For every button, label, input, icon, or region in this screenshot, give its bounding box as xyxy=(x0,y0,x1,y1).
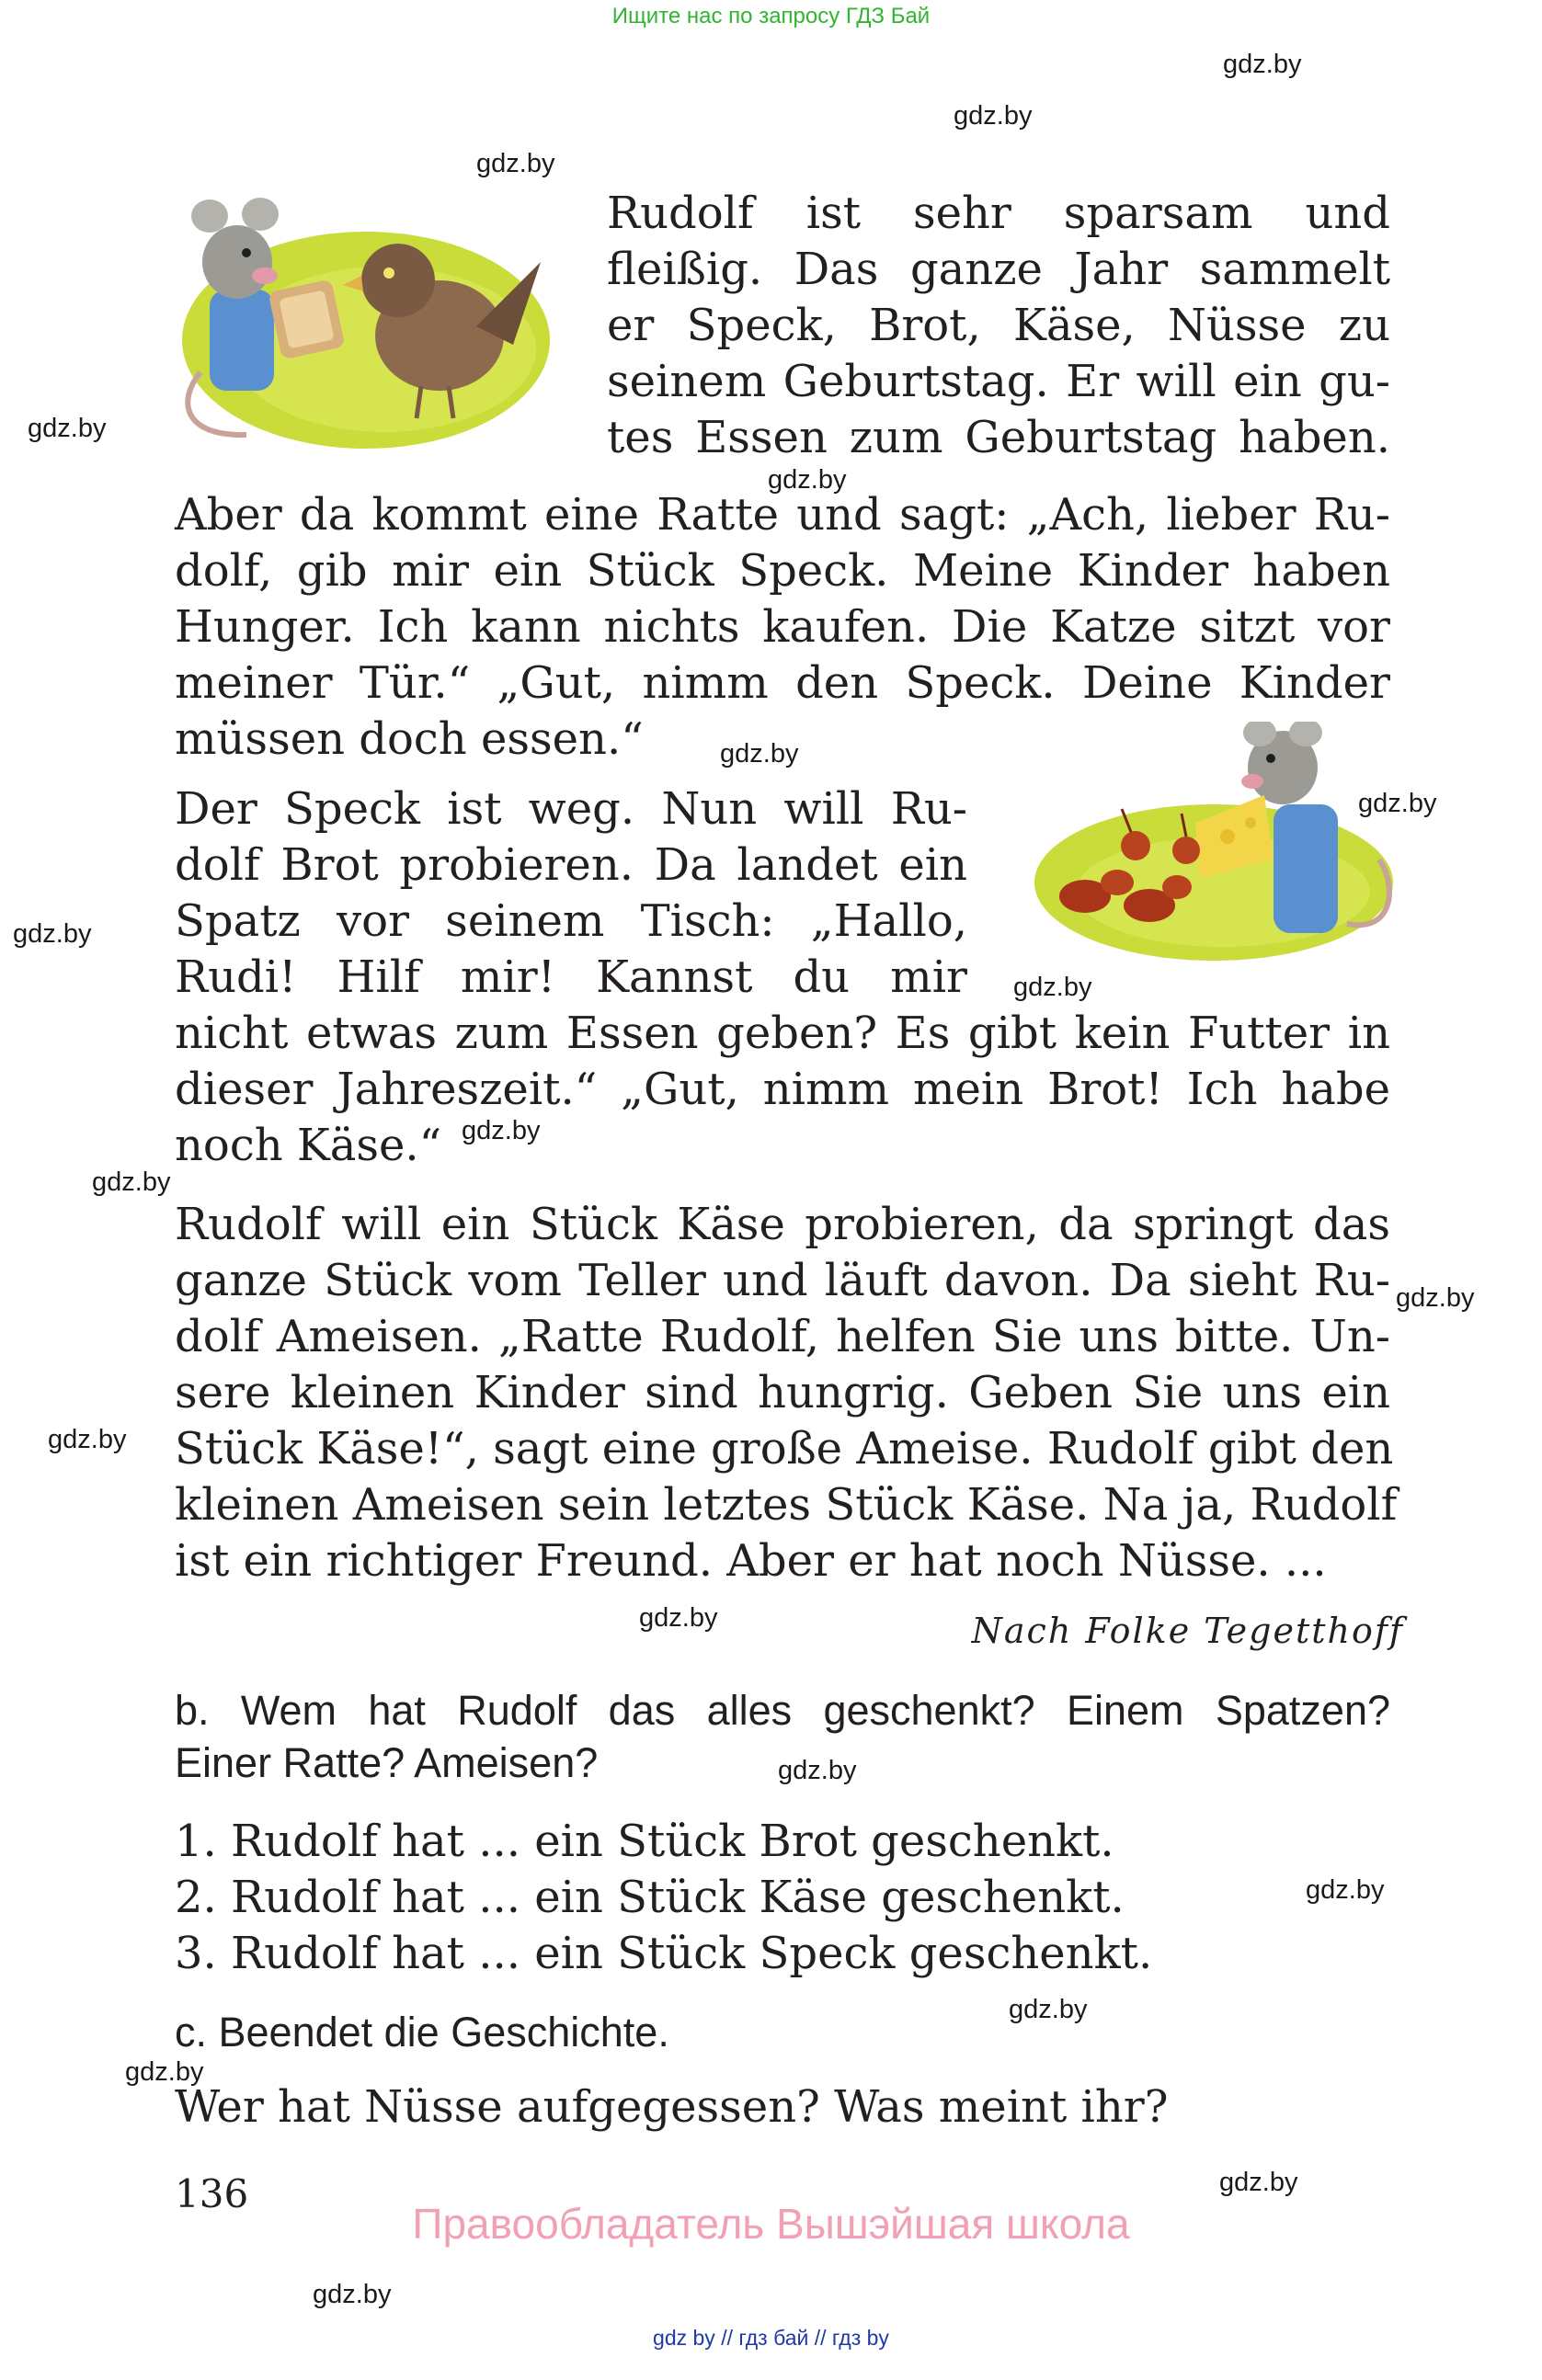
text-line: meiner Tür.“ „Gut, nimm den Speck. Deine Kinder xyxy=(175,657,1390,709)
ant-body xyxy=(1101,870,1134,895)
watermark: gdz.by xyxy=(48,1425,127,1454)
sparrow-head xyxy=(361,244,435,317)
mouse-ear xyxy=(242,198,279,231)
mouse-and-ants-illustration xyxy=(1030,722,1398,970)
watermark: gdz.by xyxy=(92,1167,171,1197)
list-item: 3. Rudolf hat ... ein Stück Speck geschenkt. xyxy=(175,1928,1153,1979)
mouse-head xyxy=(202,225,272,299)
page-number: 136 xyxy=(175,2171,249,2216)
text-line: dolf Ameisen. „Ratte Rudolf, helfen Sie uns bitte. Un- xyxy=(175,1311,1390,1362)
text-line: Rudolf will ein Stück Käse probieren, da springt das xyxy=(175,1199,1390,1250)
text-line: seinem Geburtstag. Er will ein gu- xyxy=(607,356,1390,407)
sparrow-eye xyxy=(383,268,394,279)
task-b-line: Einer Ratte? Ameisen? xyxy=(175,1739,599,1786)
text-line: tes Essen zum Geburtstag haben. xyxy=(607,412,1390,463)
watermark: gdz.by xyxy=(1223,50,1302,79)
story-paragraph-3-full xyxy=(175,1006,1390,1174)
text-line: Stück Käse!“, sagt eine große Ameise. Rudolf gibt den xyxy=(175,1423,1394,1475)
text-line: ganze Stück vom Teller und läuft davon. Da sieht Ru- xyxy=(175,1255,1390,1306)
watermark: gdz.by xyxy=(13,919,92,949)
watermark: gdz.by xyxy=(313,2280,392,2309)
watermark: gdz.by xyxy=(1358,789,1437,818)
ant-head xyxy=(1172,837,1200,864)
story-paragraph-1 xyxy=(607,186,1390,466)
watermark: gdz.by xyxy=(1219,2168,1298,2197)
task-c xyxy=(175,2006,669,2058)
text-line: Aber da kommt eine Ratte und sagt: „Ach, lieber Ru- xyxy=(175,489,1390,541)
watermark: gdz.by xyxy=(768,465,847,495)
text-line: Rudolf ist sehr sparsam und xyxy=(607,188,1390,239)
story-paragraph-4 xyxy=(175,1197,1398,1589)
text-line: sere kleinen Kinder sind hungrig. Geben Sie uns ein xyxy=(175,1367,1390,1418)
text-line: nicht etwas zum Essen geben? Es gibt kein Futter in xyxy=(175,1008,1390,1059)
text-line: ist ein richtiger Freund. Aber er hat noch Nüsse. ... xyxy=(175,1535,1327,1587)
answer-list xyxy=(175,1814,1152,1982)
watermark: gdz.by xyxy=(1013,973,1092,1002)
mouse-and-sparrow-illustration xyxy=(173,188,559,455)
text-line: Der Speck ist weg. Nun will Ru- xyxy=(175,783,967,835)
mouse-nose xyxy=(252,268,278,284)
ant-head xyxy=(1121,831,1150,860)
watermark: gdz.by xyxy=(125,2057,204,2087)
text-line: Rudi! Hilf mir! Kannst du mir xyxy=(175,951,967,1003)
mouse-nose xyxy=(1241,774,1263,789)
text-line: dolf, gib mir ein Stück Speck. Meine Kinder haben xyxy=(175,545,1390,597)
text-line: fleißig. Das ganze Jahr sammelt xyxy=(607,244,1390,295)
task-b xyxy=(175,1684,1390,1789)
mouse-eye xyxy=(242,248,251,257)
mouse-overalls xyxy=(1274,804,1338,933)
list-item: 1. Rudolf hat ... ein Stück Brot geschenkt. xyxy=(175,1816,1114,1867)
watermark: gdz.by xyxy=(476,149,555,178)
copyright-notice: Правообладатель Вышэйшая школа xyxy=(412,2200,1130,2248)
watermark: gdz.by xyxy=(720,739,799,769)
watermark: gdz.by xyxy=(954,101,1033,131)
cheese-hole xyxy=(1245,817,1256,828)
text-line: noch Käse.“ xyxy=(175,1120,442,1171)
discussion-question: Wer hat Nüsse aufgegessen? Was meint ihr? xyxy=(175,2081,1169,2133)
watermark: gdz.by xyxy=(1306,1875,1385,1905)
top-banner[interactable]: Ищите нас по запросу ГДЗ Бай xyxy=(611,4,931,28)
watermark: gdz.by xyxy=(639,1603,718,1633)
watermark: gdz.by xyxy=(1396,1283,1475,1313)
watermark: gdz.by xyxy=(28,414,107,443)
mouse-eye xyxy=(1266,754,1275,763)
task-c-heading: c. Beendet die Geschichte. xyxy=(175,2009,669,2055)
text-line: dolf Brot probieren. Da landet ein xyxy=(175,839,967,891)
text-line: er Speck, Brot, Käse, Nüsse zu xyxy=(607,300,1390,351)
task-b-line: b. Wem hat Rudolf das alles geschenkt? Einem Spatzen? xyxy=(175,1687,1390,1734)
text-line: dieser Jahreszeit.“ „Gut, nimm mein Brot! Ich habe xyxy=(175,1064,1390,1115)
mouse-ear xyxy=(191,199,228,233)
text-line: Hunger. Ich kann nichts kaufen. Die Katze sitzt vor xyxy=(175,601,1390,653)
watermark: gdz.by xyxy=(778,1756,857,1785)
ant-body xyxy=(1162,875,1192,899)
bottom-banner[interactable]: gdz by // гдз бай // гдз by xyxy=(653,2326,889,2350)
text-line: Spatz vor seinem Tisch: „Hallo, xyxy=(175,895,967,947)
story-author: Nach Folke Tegetthoff xyxy=(971,1611,1404,1651)
text-line: müssen doch essen.“ xyxy=(175,713,644,765)
cheese-hole xyxy=(1220,829,1235,844)
watermark: gdz.by xyxy=(1009,1995,1088,2024)
mouse-overalls xyxy=(210,290,274,391)
story-paragraph-3-left xyxy=(175,781,967,1006)
watermark: gdz.by xyxy=(462,1116,541,1145)
text-line: kleinen Ameisen sein letztes Stück Käse. Na ja, Rudolf xyxy=(175,1479,1398,1531)
list-item: 2. Rudolf hat ... ein Stück Käse geschenkt. xyxy=(175,1872,1125,1923)
